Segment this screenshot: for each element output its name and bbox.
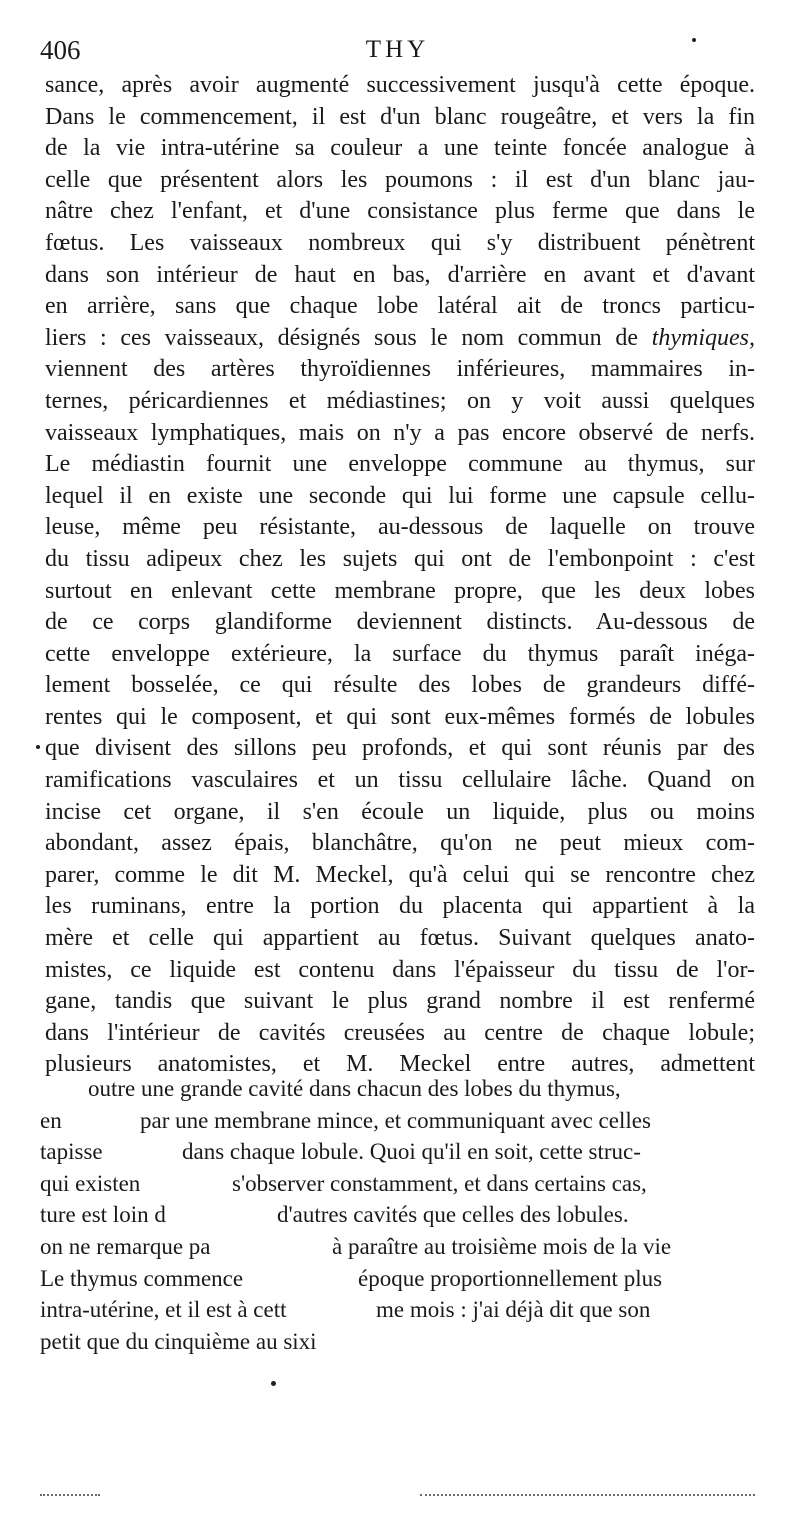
text-line: de la vie intra-utérine sa couleur a une teinte foncée analogue à [45, 135, 755, 162]
damaged-line-left-fragment: Le thymus commence [40, 1265, 244, 1291]
text-line: sance, après avoir augmenté successivement jusqu'à cette époque. [45, 72, 755, 98]
text-line: dans l'intérieur de cavités creusées au centre de chaque lobule; [45, 1019, 755, 1046]
text-line: Le médiastin fournit une enveloppe commune au thymus, sur [45, 451, 755, 478]
text-line: les ruminans, entre la portion du placenta qui appartient à la [45, 893, 755, 920]
damaged-line-right-fragment: outre une grande cavité dans chacun des lobes du thymus, [88, 1076, 621, 1101]
body-text [45, 70, 755, 1081]
text-line: ramifications vasculaires et un tissu cellulaire lâche. Quand on [45, 767, 755, 794]
damaged-line [40, 1231, 760, 1263]
damaged-line-right-fragment: me mois : j'ai déjà dit que son [376, 1297, 651, 1323]
damaged-line-right-fragment: dans chaque lobule. Quoi qu'il en soit, cette struc- [182, 1139, 641, 1165]
bottom-rule-right [420, 1494, 755, 1498]
damaged-line-right-fragment: s'observer constamment, et dans certains cas, [232, 1170, 647, 1196]
running-head: THY [365, 36, 430, 63]
text-line: surtout en enlevant cette membrane propre, que les deux lobes [45, 577, 755, 604]
text-line: lequel il en existe une seconde qui lui forme une capsule cellu- [45, 482, 755, 509]
damaged-text-block [40, 1073, 760, 1357]
text-line: viennent des artères thyroïdiennes inférieures, mammaires in- [45, 356, 755, 383]
text-line: cette enveloppe extérieure, la surface du thymus paraît inéga- [45, 640, 755, 667]
text-line: fœtus. Les vaisseaux nombreux qui s'y distribuent pénètrent [45, 229, 755, 256]
text-line: du tissu adipeux chez les sujets qui ont de l'embonpoint : c'est [45, 545, 755, 572]
text-line: celle que présentent alors les poumons : il est d'un blanc jau- [45, 166, 755, 193]
damaged-line-left-fragment: tapisse [40, 1139, 103, 1165]
text-line: mistes, ce liquide est contenu dans l'épaisseur du tissu de l'or- [45, 956, 755, 983]
text-line: ternes, péricardiennes et médiastines; on y voit aussi quelques [45, 387, 755, 414]
italic-term: thymiques, [651, 324, 755, 351]
ink-speck [271, 1381, 276, 1386]
text-line: rentes qui le composent, et qui sont eux-mêmes formés de lobules [45, 703, 755, 730]
damaged-line-left-fragment: intra-utérine, et il est à cett [40, 1297, 287, 1323]
damaged-line [40, 1326, 760, 1358]
text-line: leuse, même peu résistante, au-dessous de laquelle on trouve [45, 514, 755, 541]
text-line: lement bosselée, ce qui résulte des lobes de grandeurs diffé- [45, 672, 755, 699]
damaged-line [40, 1294, 760, 1326]
damaged-line [40, 1199, 760, 1231]
damaged-line [40, 1263, 760, 1295]
damaged-line [40, 1168, 760, 1200]
text-line: incise cet organe, il s'en écoule un liquide, plus ou moins [45, 798, 755, 825]
text-line: liers : ces vaisseaux, désignés sous le nom commun de thymiques, [45, 324, 755, 351]
damaged-line-right-fragment: à paraître au troisième mois de la vie [332, 1233, 672, 1259]
page-header [40, 34, 755, 66]
text-line: gane, tandis que suivant le plus grand nombre il est renfermé [45, 988, 755, 1015]
damaged-line-left-fragment: en [40, 1107, 62, 1133]
damaged-line-right-fragment: d'autres cavités que celles des lobules. [277, 1202, 629, 1228]
text-line: abondant, assez épais, blanchâtre, qu'on ne peut mieux com- [45, 830, 755, 857]
damaged-line-left-fragment: qui existen [40, 1170, 141, 1196]
page-number: 406 [40, 35, 81, 65]
text-line: nâtre chez l'enfant, et d'une consistance plus ferme que dans le [45, 198, 755, 225]
ink-speck [692, 38, 696, 42]
text-line: Dans le commencement, il est d'un blanc rougeâtre, et vers la fin [45, 103, 755, 130]
damaged-line-right-fragment: époque proportionnellement plus [358, 1265, 663, 1291]
damaged-line-left-fragment: on ne remarque pa [40, 1233, 211, 1259]
ink-speck [36, 745, 40, 749]
text-line: de ce corps glandiforme deviennent distincts. Au-dessous de [45, 609, 755, 636]
text-line: mère et celle qui appartient au fœtus. Suivant quelques anato- [45, 925, 755, 952]
text-line: que divisent des sillons peu profonds, et qui sont réunis par des [45, 735, 755, 762]
text-line: parer, comme le dit M. Meckel, qu'à celui qui se rencontre chez [45, 861, 755, 888]
damaged-line [40, 1105, 760, 1137]
text-line: dans son intérieur de haut en bas, d'arrière en avant et d'avant [45, 261, 755, 288]
damaged-line [40, 1136, 760, 1168]
text-line: plusieurs anatomistes, et M. Meckel entre autres, admettent [45, 1051, 755, 1078]
text-line: vaisseaux lymphatiques, mais on n'y a pas encore observé de nerfs. [45, 419, 755, 446]
damaged-line-right-fragment: par une membrane mince, et communiquant avec celles [140, 1107, 651, 1133]
bottom-rule-left [40, 1494, 100, 1498]
damaged-line-left-fragment: ture est loin d [40, 1202, 166, 1228]
damaged-line-left-fragment: petit que du cinquième au sixi [40, 1328, 317, 1354]
damaged-line [40, 1073, 760, 1105]
text-line: en arrière, sans que chaque lobe latéral ait de troncs particu- [45, 293, 755, 320]
